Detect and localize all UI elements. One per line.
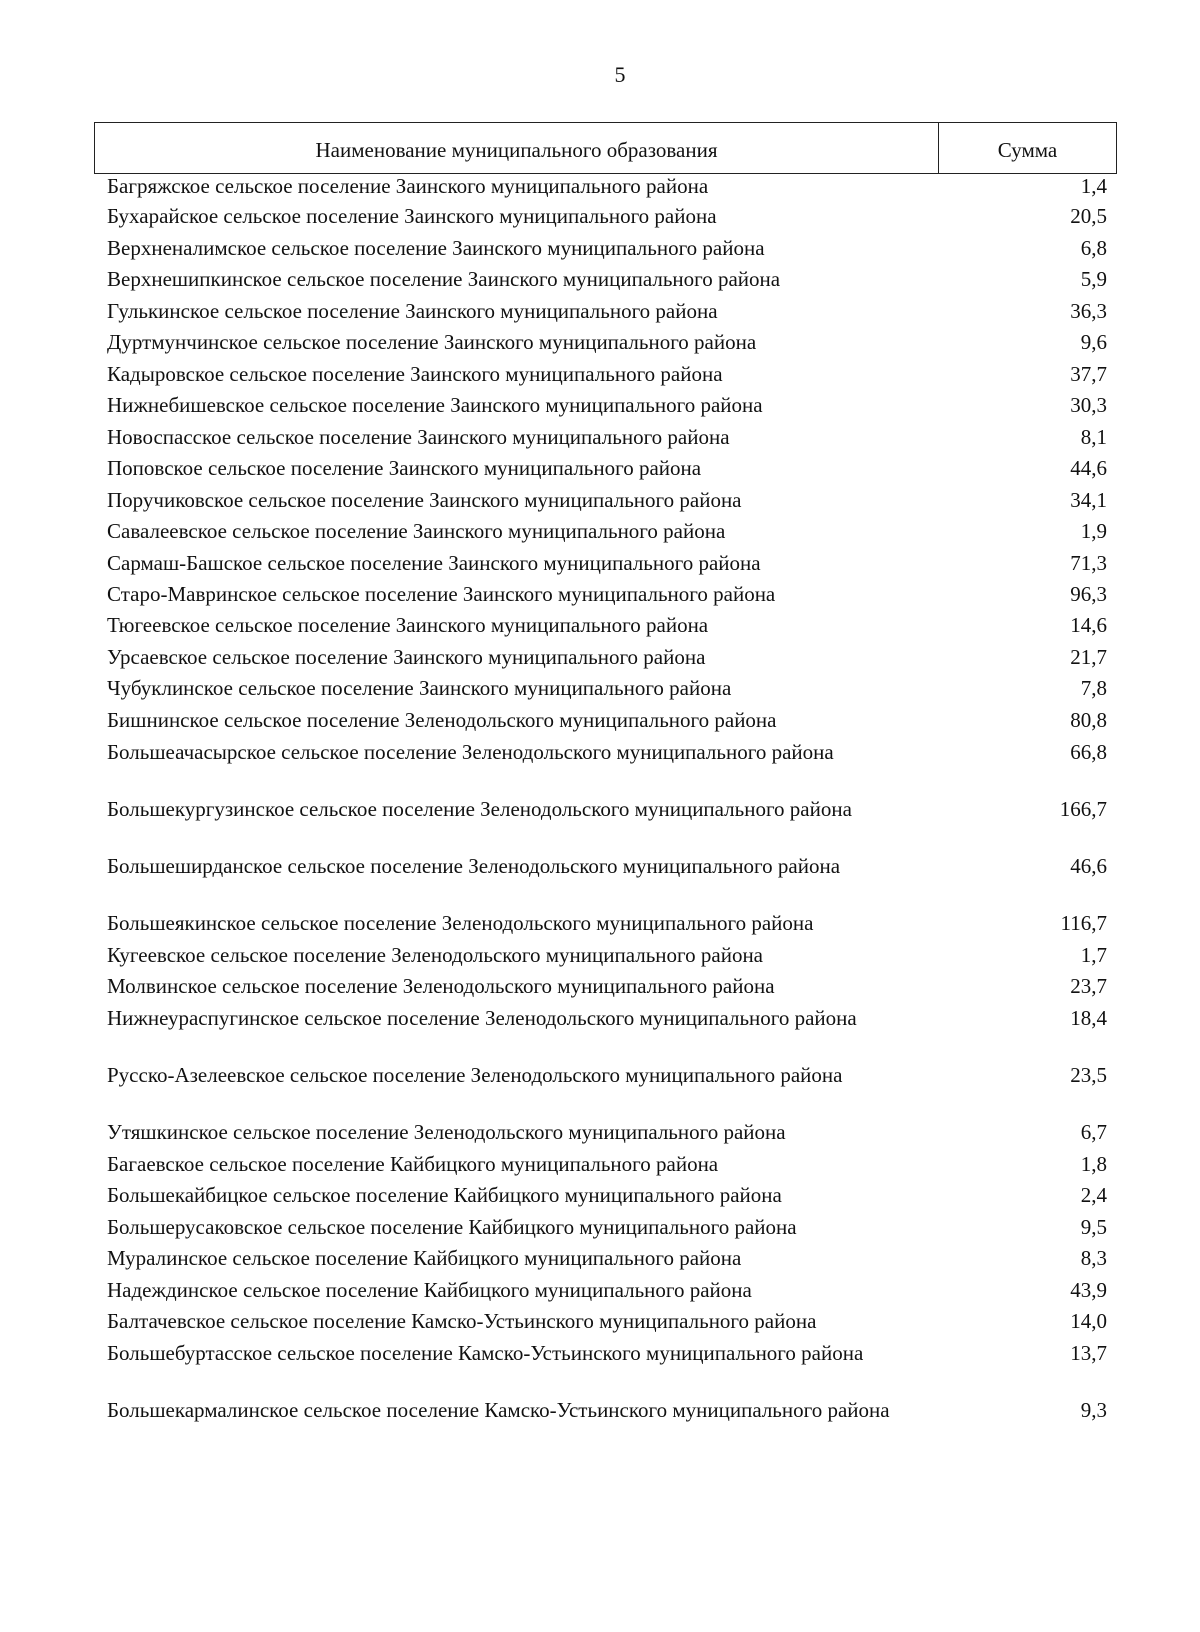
table-row <box>107 911 1107 943</box>
table-row <box>107 1215 1107 1246</box>
municipality-sum: 166,7 <box>1059 797 1107 821</box>
municipality-sum: 8,3 <box>1080 1246 1107 1270</box>
table-row <box>107 236 1107 267</box>
table-row <box>107 519 1107 551</box>
municipality-sum: 9,6 <box>1080 330 1107 354</box>
column-header-name: Наименование муниципального образования <box>95 123 939 173</box>
table-row <box>107 797 1107 854</box>
municipality-name: Савалеевское сельское поселение Заинского муниципального района <box>107 519 726 543</box>
municipality-name: Кадыровское сельское поселение Заинского муниципального района <box>107 362 723 386</box>
table-row <box>107 1006 1107 1063</box>
municipality-sum: 21,7 <box>1070 645 1107 669</box>
municipality-sum: 116,7 <box>1060 911 1107 935</box>
table-row <box>107 1120 1107 1152</box>
municipality-name: Поповское сельское поселение Заинского муниципального района <box>107 456 702 480</box>
municipality-sum: 96,3 <box>1070 582 1107 606</box>
municipality-name: Багаевское сельское поселение Кайбицкого муниципального района <box>107 1152 719 1176</box>
municipality-sum: 43,9 <box>1070 1278 1107 1302</box>
table-row <box>107 974 1107 1006</box>
table-row <box>107 1183 1107 1215</box>
municipality-name: Бишнинское сельское поселение Зеленодольского муниципального района <box>107 708 777 732</box>
municipality-name: Большеачасырское сельское поселение Зеленодольского муниципального района <box>107 740 834 764</box>
municipality-name: Большеякинское сельское поселение Зеленодольского муниципального района <box>107 911 814 935</box>
municipality-name: Новоспасское сельское поселение Заинского муниципального района <box>107 425 730 449</box>
municipality-sum: 8,1 <box>1080 425 1107 449</box>
municipality-sum: 1,9 <box>1080 519 1107 543</box>
municipality-name: Сармаш-Башское сельское поселение Заинского муниципального района <box>107 551 761 575</box>
municipality-name: Утяшкинское сельское поселение Зеленодольского муниципального района <box>107 1120 786 1144</box>
municipality-name: Молвинское сельское поселение Зеленодольского муниципального района <box>107 974 775 998</box>
table-row <box>107 582 1107 613</box>
municipality-name: Большекургузинское сельское поселение Зеленодольского муниципального района <box>107 797 852 821</box>
municipality-name: Бухарайское сельское поселение Заинского муниципального района <box>107 204 717 228</box>
municipality-name: Муралинское сельское поселение Кайбицкого муниципального района <box>107 1246 742 1270</box>
table-row <box>107 488 1107 519</box>
table-row <box>107 740 1107 797</box>
municipality-sum: 30,3 <box>1070 393 1107 417</box>
municipality-name: Тюгеевское сельское поселение Заинского муниципального района <box>107 613 709 637</box>
municipality-sum: 71,3 <box>1070 551 1107 575</box>
municipality-name: Верхнешипкинское сельское поселение Заинского муниципального района <box>107 267 781 291</box>
table-row <box>107 330 1107 362</box>
municipality-name: Чубуклинское сельское поселение Заинского муниципального района <box>107 676 732 700</box>
municipality-sum: 9,5 <box>1080 1215 1107 1239</box>
table-row <box>107 943 1107 974</box>
table-row <box>107 393 1107 425</box>
municipality-name: Старо-Мавринское сельское поселение Заинского муниципального района <box>107 582 776 606</box>
table-row <box>107 1246 1107 1278</box>
municipality-sum: 13,7 <box>1070 1341 1107 1365</box>
municipality-name: Нижнебишевское сельское поселение Заинского муниципального района <box>107 393 763 417</box>
municipality-sum: 1,8 <box>1080 1152 1107 1176</box>
municipality-sum: 1,7 <box>1080 943 1107 967</box>
table-row <box>107 267 1107 299</box>
municipality-sum: 14,6 <box>1070 613 1107 637</box>
municipality-sum: 44,6 <box>1070 456 1107 480</box>
table-row <box>107 425 1107 456</box>
municipality-sum: 37,7 <box>1070 362 1107 386</box>
table-row <box>107 204 1107 236</box>
table-row <box>107 174 1107 204</box>
table-row <box>107 1398 1107 1455</box>
table-header <box>94 122 1117 174</box>
table-row <box>107 645 1107 676</box>
municipality-name: Балтачевское сельское поселение Камско-Устьинского муниципального района <box>107 1309 817 1333</box>
table-row <box>107 854 1107 911</box>
table-body <box>107 174 1107 1455</box>
municipality-sum: 5,9 <box>1080 267 1107 291</box>
table-row <box>107 1309 1107 1341</box>
municipality-sum: 1,4 <box>1080 174 1107 198</box>
municipality-sum: 46,6 <box>1070 854 1107 878</box>
municipality-name: Большебуртасское сельское поселение Камско-Устьинского муниципального района <box>107 1341 864 1365</box>
page-number: 5 <box>614 62 626 87</box>
municipality-name: Гулькинское сельское поселение Заинского муниципального района <box>107 299 718 323</box>
table-row <box>107 456 1107 488</box>
table-row <box>107 676 1107 708</box>
municipality-name: Поручиковское сельское поселение Заинского муниципального района <box>107 488 742 512</box>
municipality-name: Верхненалимское сельское поселение Заинского муниципального района <box>107 236 765 260</box>
municipality-sum: 23,7 <box>1070 974 1107 998</box>
municipality-sum: 14,0 <box>1070 1309 1107 1333</box>
table-row <box>107 1152 1107 1183</box>
municipality-name: Большекармалинское сельское поселение Камско-Устьинского муниципального района <box>107 1398 890 1422</box>
municipality-name: Урсаевское сельское поселение Заинского муниципального района <box>107 645 706 669</box>
municipality-name: Багряжское сельское поселение Заинского муниципального района <box>107 174 709 198</box>
table-row <box>107 1063 1107 1120</box>
table-row <box>107 362 1107 393</box>
municipality-name: Кугеевское сельское поселение Зеленодольского муниципального района <box>107 943 764 967</box>
table-row <box>107 299 1107 330</box>
municipality-sum: 20,5 <box>1070 204 1107 228</box>
municipality-sum: 80,8 <box>1070 708 1107 732</box>
municipality-name: Большерусаковское сельское поселение Кайбицкого муниципального района <box>107 1215 797 1239</box>
municipality-name: Большеширданское сельское поселение Зеленодольского муниципального района <box>107 854 841 878</box>
municipality-sum: 2,4 <box>1080 1183 1107 1207</box>
municipality-sum: 66,8 <box>1070 740 1107 764</box>
municipality-name: Большекайбицкое сельское поселение Кайбицкого муниципального района <box>107 1183 782 1207</box>
municipality-name: Нижнеураспугинское сельское поселение Зеленодольского муниципального района <box>107 1006 857 1030</box>
table-row <box>107 551 1107 582</box>
municipality-sum: 9,3 <box>1080 1398 1107 1422</box>
table-row <box>107 708 1107 740</box>
column-header-sum: Сумма <box>997 137 1058 162</box>
municipality-sum: 6,7 <box>1080 1120 1107 1144</box>
municipality-sum: 18,4 <box>1070 1006 1107 1030</box>
municipality-sum: 7,8 <box>1080 676 1107 700</box>
municipality-sum: 36,3 <box>1070 299 1107 323</box>
table-row <box>107 1341 1107 1398</box>
municipality-name: Русско-Азелеевское сельское поселение Зеленодольского муниципального района <box>107 1063 843 1087</box>
municipality-name: Надеждинское сельское поселение Кайбицкого муниципального района <box>107 1278 752 1302</box>
municipality-name: Дуртмунчинское сельское поселение Заинского муниципального района <box>107 330 757 354</box>
table-row <box>107 1278 1107 1309</box>
municipality-sum: 6,8 <box>1080 236 1107 260</box>
municipality-sum: 23,5 <box>1070 1063 1107 1087</box>
municipality-sum: 34,1 <box>1070 488 1107 512</box>
table-row <box>107 613 1107 645</box>
